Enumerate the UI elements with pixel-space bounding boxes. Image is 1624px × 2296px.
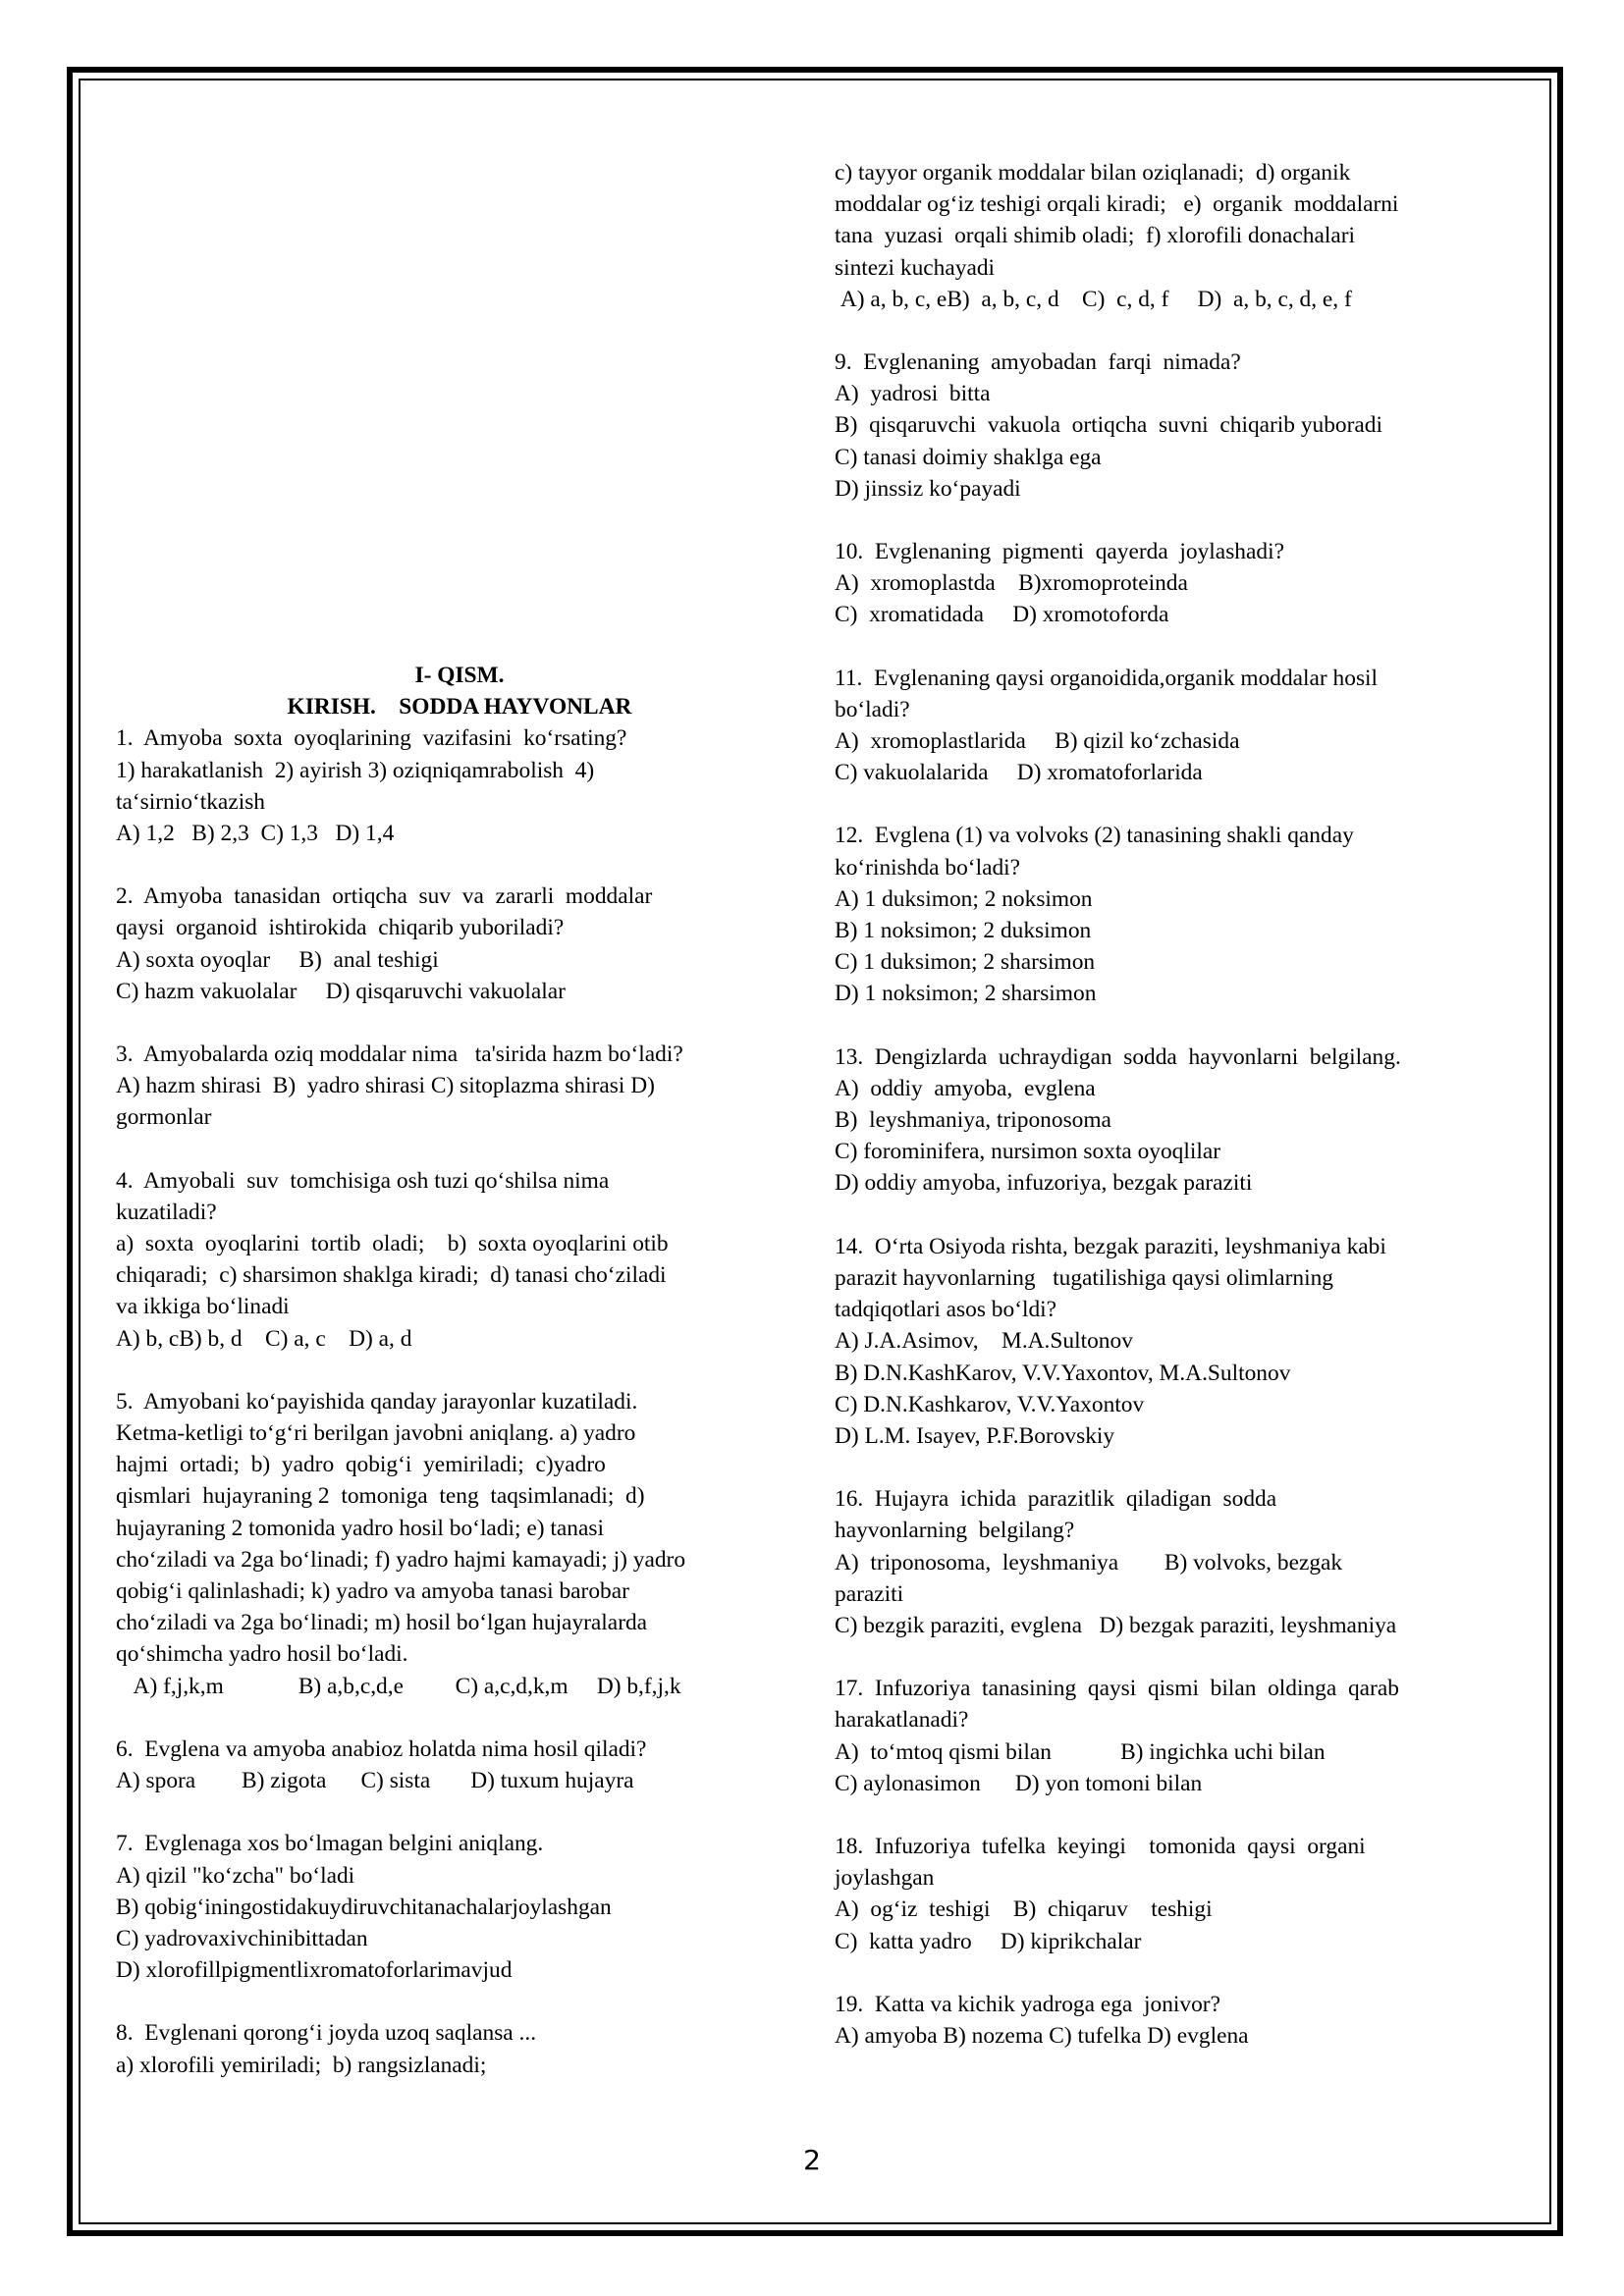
question-block (116, 722, 803, 849)
question-line: ta‘sirnio‘tkazish (116, 788, 265, 815)
left-column (116, 660, 803, 2081)
question-line: tadqiqotlari asos bo‘ldi? (835, 1297, 1057, 1323)
question-block (835, 1041, 1522, 1200)
question-block (835, 1831, 1522, 1957)
question-line: C) yadrovaxivchinibittadan (116, 1925, 368, 1951)
question-line: B) qisqaruvchi vakuola ortiqcha suvni chiqarib yuboradi (835, 412, 1382, 439)
question-line: kuzatiladi? (116, 1199, 217, 1225)
question-line: B) D.N.KashKarov, V.V.Yaxontov, M.A.Sultonov (835, 1360, 1291, 1386)
question-line: B) leyshmaniya, triponosoma (835, 1107, 1111, 1134)
question-line: harakatlanadi? (835, 1707, 969, 1734)
question-line: D) oddiy amyoba, infuzoriya, bezgak paraziti (835, 1170, 1253, 1197)
question-line: 1) harakatlanish 2) ayirish 3) oziqniqamrabolish 4) (116, 757, 595, 783)
question-text: 12. Evglena (1) va volvoks (2) tanasining shakli qanday (835, 823, 1354, 849)
left-question-list (116, 722, 803, 2080)
question-block (116, 2017, 803, 2080)
question-text: c) tayyor organik moddalar bilan oziqlanadi; d) organik (835, 160, 1351, 186)
question-line: C) aylonasimon D) yon tomoni bilan (835, 1770, 1203, 1796)
question-line: qobig‘i qalinlashadi; k) yadro va amyoba tanasi barobar (116, 1578, 629, 1605)
question-text: 13. Dengizlarda uchraydigan sodda hayvonlarni belgilang. (835, 1043, 1401, 1070)
question-spacer (835, 788, 1522, 820)
question-line: C) D.N.Kashkarov, V.V.Yaxontov (835, 1391, 1145, 1417)
question-spacer (835, 1957, 1522, 1989)
question-line: A) qizil "ko‘zcha" bo‘ladi (116, 1862, 355, 1889)
question-block (116, 1828, 803, 1986)
question-line: A) to‘mtoq qismi bilan B) ingichka uchi bilan (835, 1738, 1326, 1765)
question-line: A) xromoplastlarida B) qizil ko‘zchasida (835, 728, 1240, 755)
question-line: gormonlar (116, 1104, 212, 1131)
question-line: qaysi organoid ishtirokida chiqarib yuboriladi? (116, 915, 565, 941)
question-line: B) 1 noksimon; 2 duksimon (835, 918, 1092, 944)
question-spacer (116, 849, 803, 881)
page-number: 2 (803, 2144, 821, 2176)
question-text: 3. Amyobalarda oziq moddalar nima ta'sirida hazm bo‘ladi? (116, 1041, 683, 1068)
question-line: A) b, cB) b, d C) a, c D) a, d (116, 1325, 412, 1352)
question-line: D) xlorofillpigmentlixromatoforlarimavjud (116, 1957, 513, 1984)
question-line: A) yadrosi bitta (835, 381, 991, 407)
question-text: 16. Hujayra ichida parazitlik qiladigan sodda (835, 1486, 1277, 1513)
question-line: C) 1 duksimon; 2 sharsimon (835, 949, 1096, 976)
question-spacer (116, 1796, 803, 1828)
part-heading: I- QISM. (414, 663, 505, 688)
question-spacer (116, 1355, 803, 1386)
question-block (835, 157, 1522, 315)
question-line: C) forominifera, nursimon soxta oyoqlilar (835, 1139, 1221, 1165)
question-line: A) spora B) zigota C) sista D) tuxum hujayra (116, 1768, 634, 1794)
question-line: C) vakuolalarida D) xromatoforlarida (835, 760, 1203, 786)
question-spacer (835, 315, 1522, 347)
question-spacer (116, 1986, 803, 2017)
question-line: C) tanasi doimiy shaklga ega (835, 444, 1102, 470)
question-line: qismlari hujayraning 2 tomoniga teng taqsimlanadi; d) (116, 1483, 645, 1510)
question-block (116, 1386, 803, 1702)
question-spacer (835, 1200, 1522, 1231)
question-line: A) J.A.Asimov, M.A.Sultonov (835, 1328, 1133, 1355)
question-text: 8. Evglenani qorong‘i joyda uzoq saqlansa ... (116, 2020, 537, 2047)
question-line: Ketma-ketligi to‘g‘ri berilgan javobni aniqlang. a) yadro (116, 1420, 636, 1447)
question-text: 4. Amyobali suv tomchisiga osh tuzi qo‘shilsa nima (116, 1167, 610, 1194)
question-spacer (835, 505, 1522, 536)
question-spacer (835, 1010, 1522, 1041)
question-line: A) og‘iz teshigi B) chiqaruv teshigi (835, 1896, 1213, 1923)
question-line: A) triponosoma, leyshmaniya B) volvoks, bezgak (835, 1549, 1343, 1575)
question-text: 18. Infuzoriya tufelka keyingi tomonida qaysi organi (835, 1833, 1366, 1859)
question-line: cho‘ziladi va 2ga bo‘linadi; f) yadro hajmi kamayadi; j) yadro (116, 1546, 686, 1573)
question-line: hayvonlarning belgilang? (835, 1518, 1075, 1544)
question-block (116, 881, 803, 1007)
question-text: 9. Evglenaning amyobadan farqi nimada? (835, 349, 1241, 376)
question-text: 5. Amyobani ko‘payishida qanday jarayonlar kuzatiladi. (116, 1388, 638, 1415)
right-question-list (835, 157, 1522, 2052)
question-line: joylashgan (835, 1865, 935, 1892)
question-line: a) xlorofili yemiriladi; b) rangsizlanadi; (116, 2052, 487, 2078)
question-block (835, 663, 1522, 789)
question-line: A) a, b, c, eB) a, b, c, d C) c, d, f D) a, b, c, d, e, f (835, 286, 1352, 312)
question-block (835, 1231, 1522, 1452)
question-block (116, 1165, 803, 1355)
question-block (835, 1483, 1522, 1641)
question-line: D) L.M. Isayev, P.F.Borovskiy (835, 1422, 1115, 1449)
question-block (835, 347, 1522, 505)
question-text: 19. Katta va kichik yadroga ega jonivor? (835, 1991, 1220, 2017)
question-line: bo‘ladi? (835, 696, 910, 722)
question-spacer (835, 1452, 1522, 1483)
question-spacer (835, 631, 1522, 663)
question-line: A) soxta oyoqlar B) anal teshigi (116, 946, 439, 973)
section-heading: KIRISH. SODDA HAYVONLAR (287, 694, 632, 721)
question-line: D) 1 noksimon; 2 sharsimon (835, 981, 1097, 1007)
question-line: B) qobig‘iningostidakuydiruvchitanachalarjoylashgan (116, 1894, 612, 1920)
question-line: C) bezgik paraziti, evglena D) bezgak paraziti, leyshmaniya (835, 1612, 1397, 1638)
question-text: 11. Evglenaning qaysi organoidida,organik moddalar hosil (835, 665, 1379, 691)
question-text: 7. Evglenaga xos bo‘lmagan belgini aniqlang. (116, 1831, 544, 1857)
question-spacer (116, 1007, 803, 1039)
question-line: A) 1,2 B) 2,3 C) 1,3 D) 1,4 (116, 821, 395, 847)
question-text: 2. Amyoba tanasidan ortiqcha suv va zararli moddalar (116, 883, 653, 910)
question-block (835, 1673, 1522, 1799)
question-line: chiqaradi; c) sharsimon shaklga kiradi; d) tanasi cho‘ziladi (116, 1262, 667, 1289)
question-line: A) amyoba B) nozema C) tufelka D) evglena (835, 2022, 1249, 2049)
question-block (835, 1989, 1522, 2052)
question-text: 10. Evglenaning pigmenti qayerda joylashadi? (835, 539, 1284, 565)
question-text: 14. O‘rta Osiyoda rishta, bezgak paraziti, leyshmaniya kabi (835, 1233, 1386, 1259)
question-text: 17. Infuzoriya tanasining qaysi qismi bilan oldinga qarab (835, 1676, 1399, 1702)
question-block (116, 1039, 803, 1134)
question-line: hajmi ortadi; b) yadro qobig‘i yemiriladi; c)yadro (116, 1452, 606, 1478)
question-line: sintezi kuchayadi (835, 254, 996, 281)
question-line: A) oddiy amyoba, evglena (835, 1075, 1096, 1101)
question-text: 6. Evglena va amyoba anabioz holatda nima hosil qiladi? (116, 1735, 647, 1762)
question-line: qo‘shimcha yadro hosil bo‘ladi. (116, 1641, 408, 1668)
question-spacer (835, 1799, 1522, 1831)
question-line: C) hazm vakuolalar D) qisqaruvchi vakuolalar (116, 978, 566, 1004)
question-line: A) f,j,k,m B) a,b,c,d,e C) a,c,d,k,m D) b,f,j,k (116, 1673, 681, 1699)
question-line: va ikkiga bo‘linadi (116, 1294, 290, 1320)
question-line: parazit hayvonlarning tugatilishiga qaysi olimlarning (835, 1264, 1333, 1291)
question-line: D) jinssiz ko‘payadi (835, 475, 1021, 502)
question-line: C) katta yadro D) kiprikchalar (835, 1928, 1142, 1954)
question-line: tana yuzasi orqali shimib oladi; f) xlorofili donachalari (835, 223, 1356, 249)
question-text: 1. Amyoba soxta oyoqlarining vazifasini ko‘rsating? (116, 725, 627, 752)
question-line: cho‘ziladi va 2ga bo‘linadi; m) hosil bo‘lgan hujayralarda (116, 1610, 648, 1636)
question-line: paraziti (835, 1580, 904, 1607)
question-line: moddalar og‘iz teshigi orqali kiradi; e) organik moddalarni (835, 191, 1399, 218)
question-line: A) hazm shirasi B) yadro shirasi C) sitoplazma shirasi D) (116, 1073, 655, 1099)
question-spacer (116, 1702, 803, 1734)
right-column (835, 157, 1522, 2052)
question-block (835, 820, 1522, 1009)
question-line: A) xromoplastda B)xromoproteinda (835, 570, 1188, 597)
question-line: hujayraning 2 tomonida yadro hosil bo‘ladi; e) tanasi (116, 1515, 604, 1541)
question-spacer (116, 1134, 803, 1165)
question-spacer (835, 1641, 1522, 1673)
question-line: a) soxta oyoqlarini tortib oladi; b) soxta oyoqlarini otib (116, 1231, 669, 1257)
question-line: ko‘rinishda bo‘ladi? (835, 854, 1021, 881)
question-line: A) 1 duksimon; 2 noksimon (835, 885, 1093, 912)
question-block (835, 536, 1522, 631)
question-line: C) xromatidada D) xromotoforda (835, 602, 1169, 628)
question-block (116, 1734, 803, 1796)
